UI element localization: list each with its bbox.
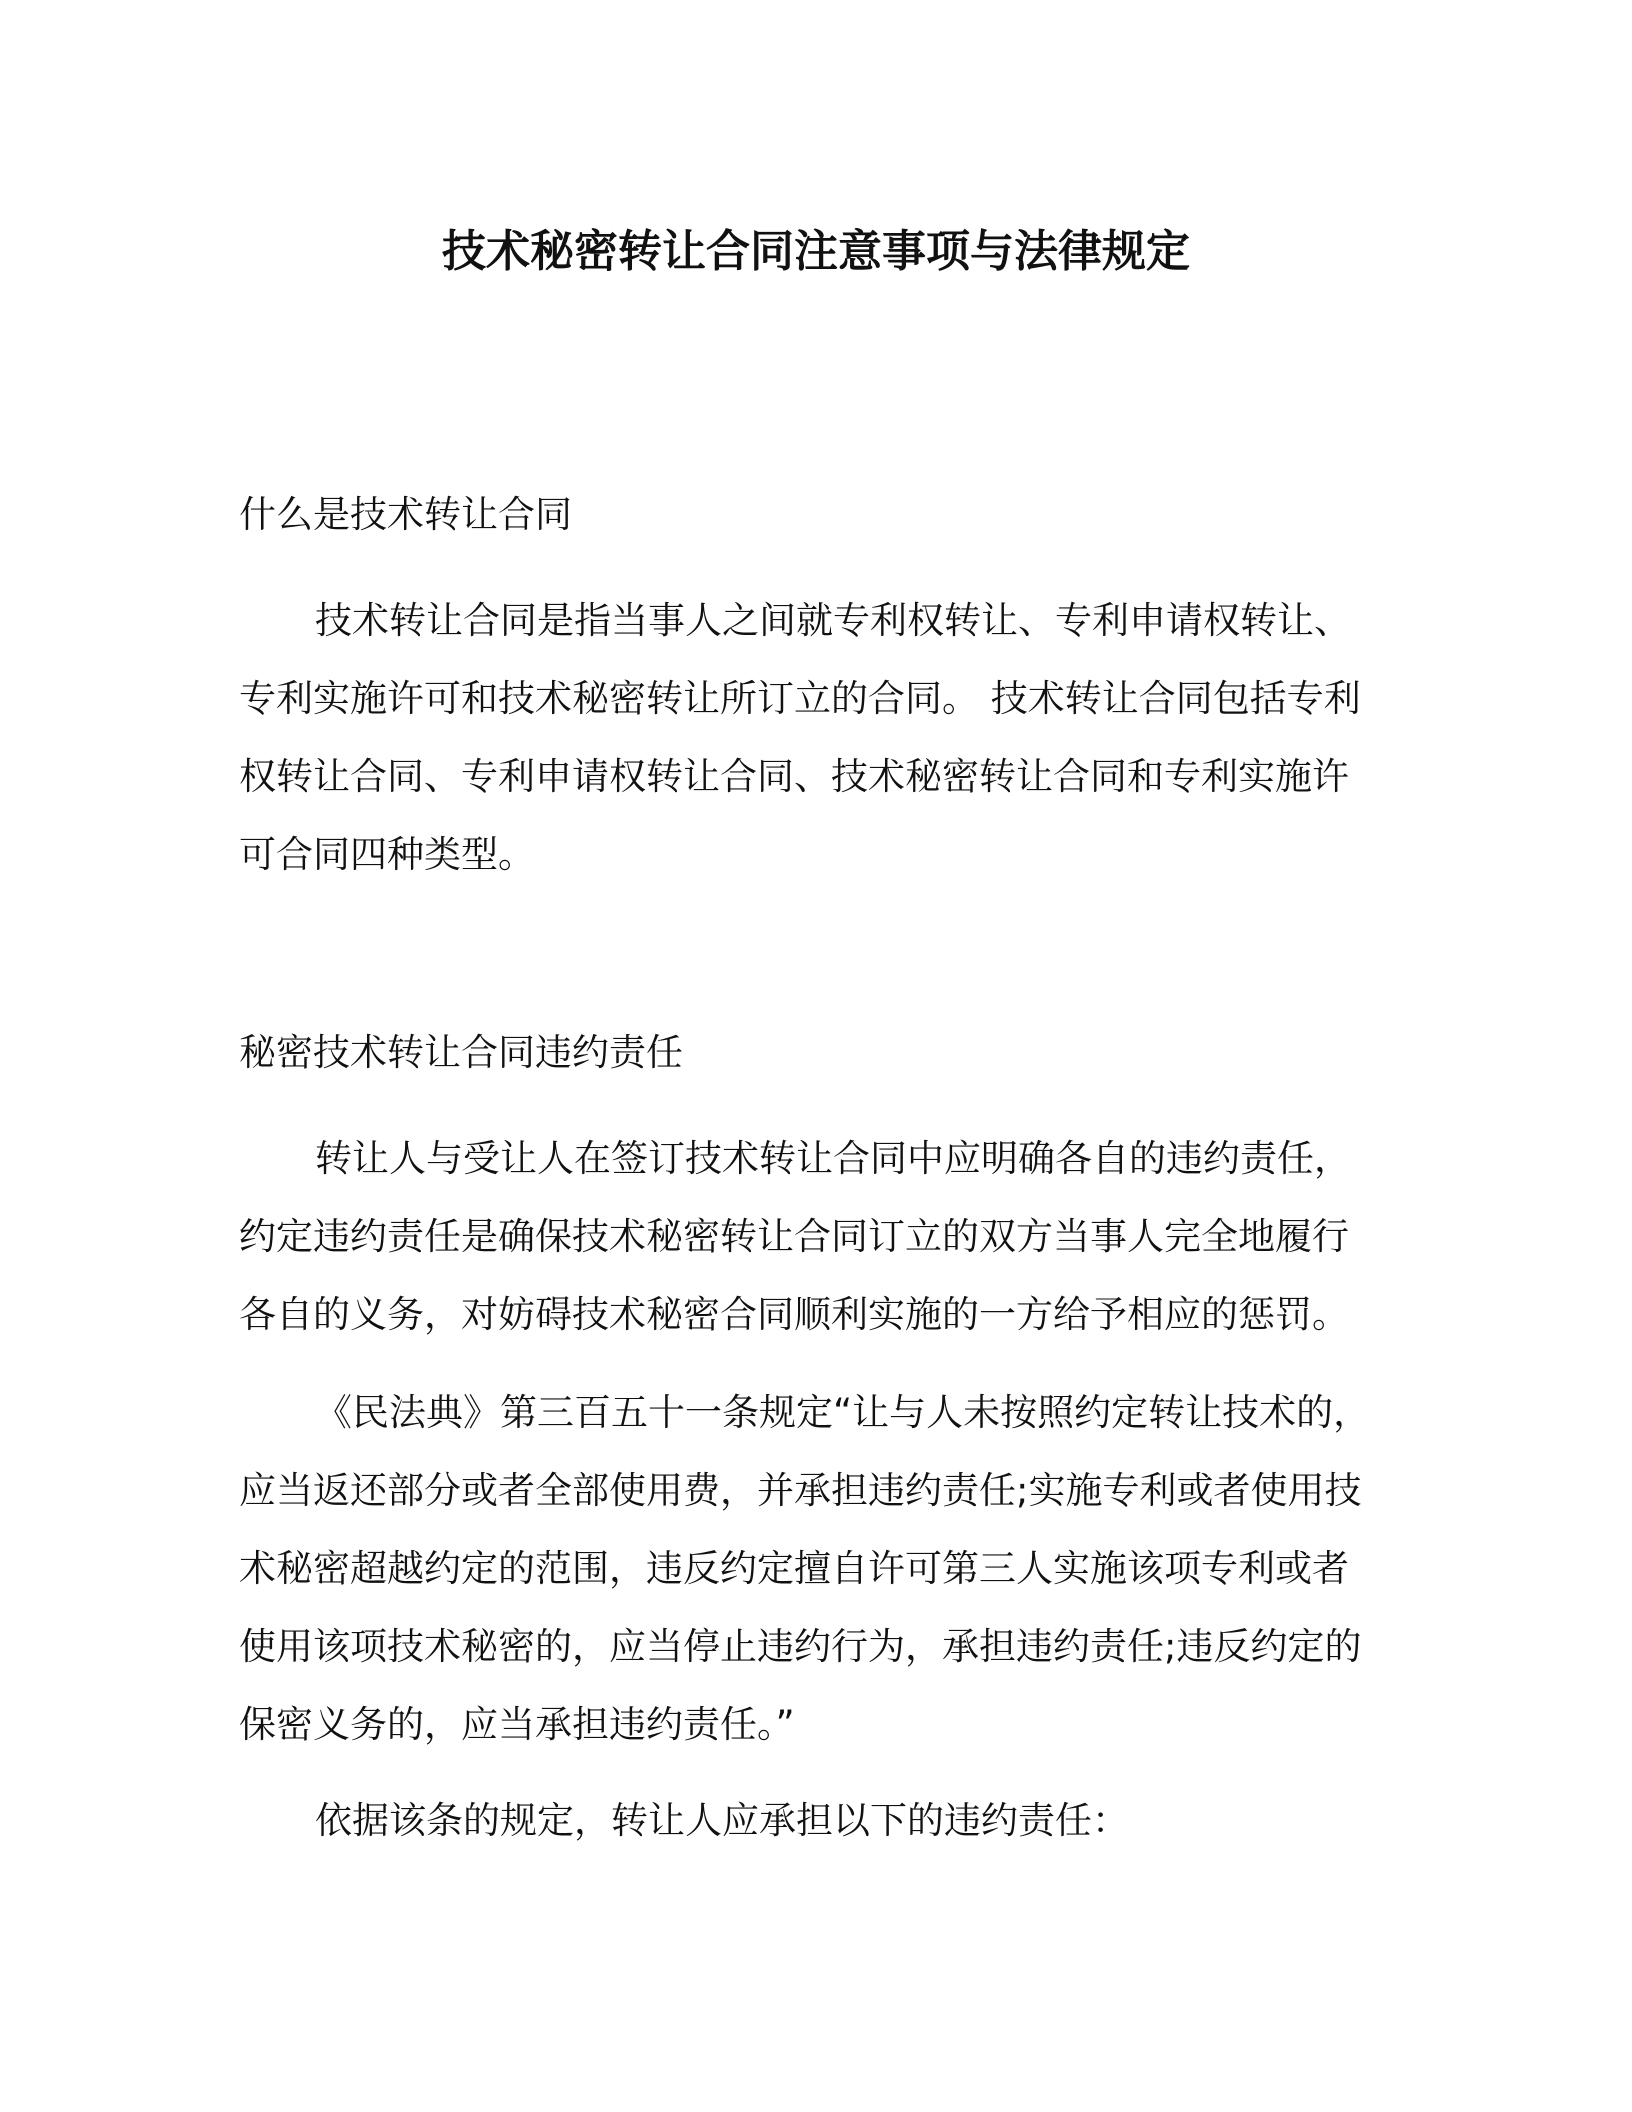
paragraph-line: 应当返还部分或者全部使用费，并承担违约责任;实施专利或者使用技 — [239, 1469, 1362, 1512]
paragraph-line: 术秘密超越约定的范围，违反约定擅自许可第三人实施该项专利或者 — [239, 1547, 1349, 1590]
paragraph-line: 依据该条的规定，转让人应承担以下的违约责任： — [315, 1799, 1129, 1842]
paragraph-transferor-liability-intro — [239, 1782, 1389, 1860]
section-heading-breach-liability: 秘密技术转让合同违约责任 — [239, 1031, 683, 1074]
paragraph-line: 约定违约责任是确保技术秘密转让合同订立的双方当事人完全地履行 — [239, 1215, 1349, 1258]
paragraph-line: 权转让合同、专利申请权转让合同、技术秘密转让合同和专利实施许 — [239, 755, 1349, 798]
paragraph-line: 可合同四种类型。 — [239, 833, 535, 876]
paragraph-line: 转让人与受让人在签订技术转让合同中应明确各自的违约责任， — [315, 1137, 1351, 1180]
paragraph-line: 专利实施许可和技术秘密转让所订立的合同。 技术转让合同包括专利 — [239, 677, 1361, 720]
paragraph-line: 《民法典》第三百五十一条规定“让与人未按照约定转让技术的， — [315, 1391, 1371, 1434]
paragraph-line: 保密义务的，应当承担违约责任。” — [239, 1703, 795, 1746]
paragraph-line: 使用该项技术秘密的，应当停止违约行为，承担违约责任;违反约定的 — [239, 1625, 1362, 1668]
paragraph-breach-liability — [239, 1120, 1389, 1354]
section-heading-what-is-tech-transfer: 什么是技术转让合同 — [239, 493, 572, 536]
document-title: 技术秘密转让合同注意事项与法律规定 — [442, 226, 1190, 277]
paragraph-civil-code-article — [239, 1374, 1389, 1764]
paragraph-line: 技术转让合同是指当事人之间就专利权转让、专利申请权转让、 — [315, 599, 1351, 642]
paragraph-line: 各自的义务，对妨碍技术秘密合同顺利实施的一方给予相应的惩罚。 — [239, 1293, 1349, 1336]
paragraph-definition — [239, 582, 1389, 894]
